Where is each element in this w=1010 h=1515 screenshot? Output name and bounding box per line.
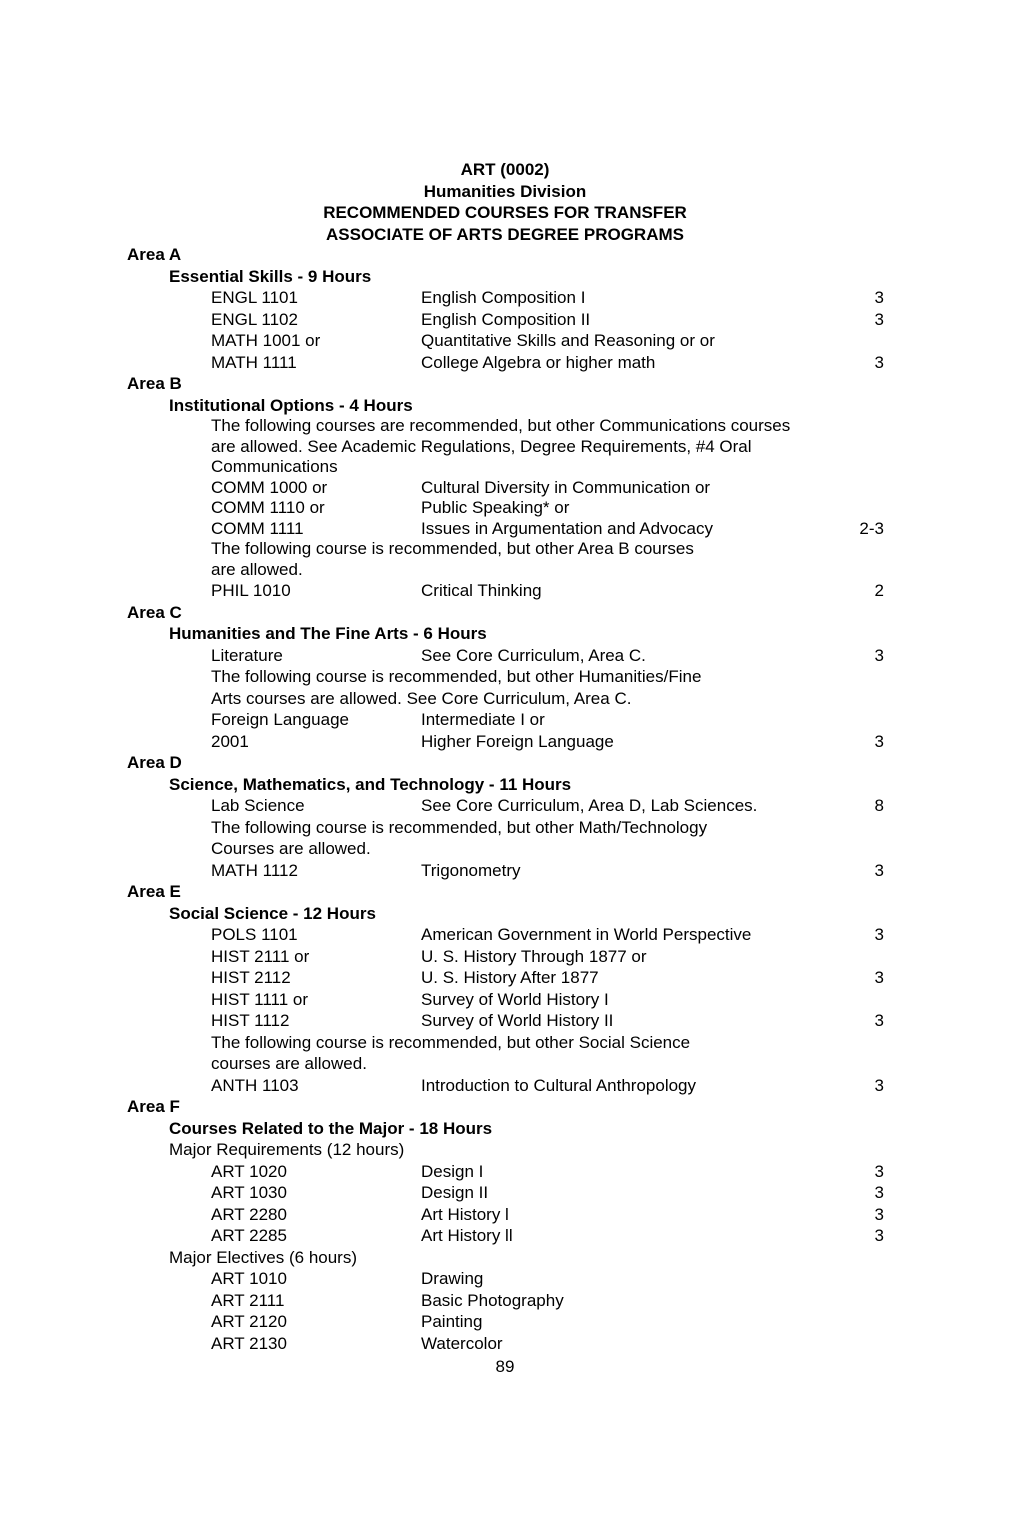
course-row: [0, 309, 1010, 331]
note-text: Communications: [211, 457, 338, 476]
course-code: ART 2130: [211, 1333, 287, 1353]
course-list: [0, 244, 1010, 1354]
area-heading: [0, 373, 1010, 395]
credit-hours: 3: [874, 645, 884, 665]
note-line: [0, 1053, 1010, 1075]
course-code: HIST 1112: [211, 1011, 290, 1030]
course-code: MATH 1001 or: [211, 331, 321, 350]
subcategory-heading: [0, 1139, 1010, 1161]
course-row: [0, 352, 1010, 374]
credit-hours: 3: [874, 968, 884, 987]
note-text: are allowed.: [211, 559, 303, 579]
note-line: [0, 688, 1010, 710]
course-row: [0, 287, 1010, 309]
course-code: Lab Science: [211, 796, 305, 815]
course-code: HIST 2112: [211, 968, 291, 987]
area-label: Area E: [127, 882, 181, 901]
category-label: Essential Skills - 9 Hours: [169, 266, 372, 286]
category-heading: [0, 623, 1010, 645]
course-code: ENGL 1102: [211, 309, 298, 329]
note-text: The following course is recommended, but other Math/Technology: [211, 817, 708, 837]
course-title: Issues in Argumentation and Advocacy: [421, 518, 714, 538]
area-heading: [0, 1096, 1010, 1118]
credit-hours: 3: [874, 860, 884, 880]
course-row: [0, 1268, 1010, 1290]
course-code: ART 2120: [211, 1312, 287, 1331]
course-title: American Government in World Perspective: [421, 925, 752, 944]
course-code: ART 2285: [211, 1226, 287, 1245]
course-code: POLS 1101: [211, 925, 298, 944]
course-title: Critical Thinking: [421, 581, 542, 600]
area-label: Area C: [127, 602, 182, 622]
program-title: ART (0002): [460, 160, 550, 179]
course-title: U. S. History Through 1877 or: [421, 946, 647, 966]
credit-hours: 3: [874, 731, 884, 751]
course-row: [0, 1182, 1010, 1204]
course-row: [0, 1333, 1010, 1355]
course-row: [0, 1311, 1010, 1333]
credit-hours: 3: [874, 309, 884, 329]
area-label: Area B: [127, 374, 182, 393]
note-text: The following course is recommended, but other Area B courses: [211, 539, 694, 558]
course-row: [0, 795, 1010, 817]
note-line: [0, 437, 1010, 458]
category-heading: [0, 395, 1010, 417]
credit-hours: 3: [874, 1183, 884, 1202]
course-title: U. S. History After 1877: [421, 968, 599, 987]
credit-hours: 2-3: [859, 518, 884, 538]
credit-hours: 3: [874, 288, 884, 307]
course-row: [0, 498, 1010, 519]
course-code: PHIL 1010: [211, 581, 291, 600]
course-code: Foreign Language: [211, 710, 350, 729]
course-row: [0, 709, 1010, 731]
credit-hours: 3: [874, 1075, 884, 1095]
course-code: MATH 1111: [211, 352, 297, 372]
area-label: Area A: [127, 245, 182, 264]
degree-heading: ASSOCIATE OF ARTS DEGREE PROGRAMS: [326, 224, 684, 244]
course-row: [0, 1075, 1010, 1097]
category-heading: [0, 774, 1010, 796]
course-title: Public Speaking* or: [421, 498, 570, 517]
subcategory-label: Major Electives (6 hours): [169, 1247, 358, 1267]
course-title: Higher Foreign Language: [421, 731, 614, 751]
subcategory-heading: [0, 1247, 1010, 1269]
area-heading: [0, 244, 1010, 266]
note-text: The following course is recommended, but other Humanities/Fine: [211, 667, 702, 686]
note-line: [0, 560, 1010, 581]
course-row: [0, 989, 1010, 1011]
course-code: ANTH 1103: [211, 1075, 299, 1095]
course-code: COMM 1110 or: [211, 498, 325, 517]
note-line: [0, 666, 1010, 688]
course-title: Painting: [421, 1312, 483, 1331]
note-text: courses are allowed.: [211, 1054, 367, 1073]
course-row: [0, 330, 1010, 352]
course-code: HIST 2111 or: [211, 946, 310, 966]
note-line: [0, 838, 1010, 860]
course-row: [0, 967, 1010, 989]
course-code: 2001: [211, 731, 249, 751]
course-title: Design II: [421, 1183, 489, 1202]
course-code: Literature: [211, 645, 283, 665]
area-heading: [0, 752, 1010, 774]
course-row: [0, 924, 1010, 946]
note-line: [0, 1032, 1010, 1054]
note-line: [0, 416, 1010, 437]
note-text: Courses are allowed.: [211, 839, 371, 858]
course-row: [0, 1161, 1010, 1183]
credit-hours: 8: [874, 796, 884, 815]
course-code: COMM 1111: [211, 518, 304, 538]
course-row: [0, 946, 1010, 968]
course-title: Watercolor: [421, 1333, 503, 1353]
course-title: See Core Curriculum, Area D, Lab Sciences.: [421, 796, 758, 815]
course-title: Intermediate I or: [421, 710, 545, 729]
course-row: [0, 519, 1010, 540]
document-header: [0, 159, 1010, 245]
course-row: [0, 860, 1010, 882]
category-label: Institutional Options - 4 Hours: [169, 395, 413, 415]
course-code: COMM 1000 or: [211, 477, 328, 497]
course-row: [0, 1290, 1010, 1312]
course-title: Art History ll: [421, 1226, 513, 1245]
course-code: ART 2111: [211, 1290, 285, 1310]
course-row: [0, 1010, 1010, 1032]
course-title: Cultural Diversity in Communication or: [421, 477, 711, 497]
category-heading: [0, 1118, 1010, 1140]
area-label: Area D: [127, 753, 182, 772]
course-code: ART 1030: [211, 1183, 287, 1202]
note-line: [0, 817, 1010, 839]
course-code: HIST 1111 or: [211, 989, 309, 1009]
category-label: Science, Mathematics, and Technology - 11 Hours: [169, 774, 572, 794]
area-label: Area F: [127, 1097, 180, 1116]
course-title: Design I: [421, 1161, 484, 1181]
category-label: Humanities and The Fine Arts - 6 Hours: [169, 624, 487, 643]
course-row: [0, 580, 1010, 602]
course-code: MATH 1112: [211, 860, 298, 880]
category-label: Social Science - 12 Hours: [169, 903, 376, 923]
subcategory-label: Major Requirements (12 hours): [169, 1140, 405, 1159]
course-row: [0, 1204, 1010, 1226]
credit-hours: 2: [874, 581, 884, 600]
section-heading: RECOMMENDED COURSES FOR TRANSFER: [323, 203, 687, 223]
area-heading: [0, 881, 1010, 903]
course-row: [0, 731, 1010, 753]
course-title: Survey of World History II: [421, 1011, 614, 1030]
credit-hours: 3: [874, 1161, 884, 1181]
course-code: ART 1020: [211, 1161, 287, 1181]
course-title: Survey of World History I: [421, 989, 609, 1009]
course-title: Introduction to Cultural Anthropology: [421, 1075, 697, 1095]
note-text: are allowed. See Academic Regulations, Degree Requirements, #4 Oral: [211, 436, 752, 456]
credit-hours: 3: [874, 925, 884, 944]
course-title: Drawing: [421, 1269, 484, 1288]
note-line: [0, 539, 1010, 560]
page-number: 89: [495, 1357, 515, 1376]
area-heading: [0, 602, 1010, 624]
credit-hours: 3: [874, 1011, 884, 1030]
course-title: English Composition II: [421, 309, 591, 329]
course-title: Trigonometry: [421, 860, 521, 880]
category-heading: [0, 903, 1010, 925]
note-line: [0, 457, 1010, 478]
course-title: Basic Photography: [421, 1290, 564, 1310]
course-row: [0, 1225, 1010, 1247]
course-code: ART 1010: [211, 1269, 287, 1288]
category-heading: [0, 266, 1010, 288]
course-title: Quantitative Skills and Reasoning or or: [421, 331, 715, 350]
course-code: ART 2280: [211, 1204, 287, 1224]
note-text: The following courses are recommended, but other Communications courses: [211, 416, 791, 435]
credit-hours: 3: [874, 1204, 884, 1224]
credit-hours: 3: [874, 1226, 884, 1245]
course-code: ENGL 1101: [211, 288, 298, 307]
course-title: Art History l: [421, 1204, 509, 1224]
note-text: The following course is recommended, but other Social Science: [211, 1032, 691, 1052]
course-title: English Composition I: [421, 288, 586, 307]
credit-hours: 3: [874, 352, 884, 372]
course-title: See Core Curriculum, Area C.: [421, 645, 646, 665]
course-row: [0, 645, 1010, 667]
division-name: Humanities Division: [423, 181, 587, 201]
course-title: College Algebra or higher math: [421, 352, 656, 372]
course-row: [0, 478, 1010, 499]
note-text: Arts courses are allowed. See Core Curriculum, Area C.: [211, 688, 632, 708]
category-label: Courses Related to the Major - 18 Hours: [169, 1118, 493, 1138]
